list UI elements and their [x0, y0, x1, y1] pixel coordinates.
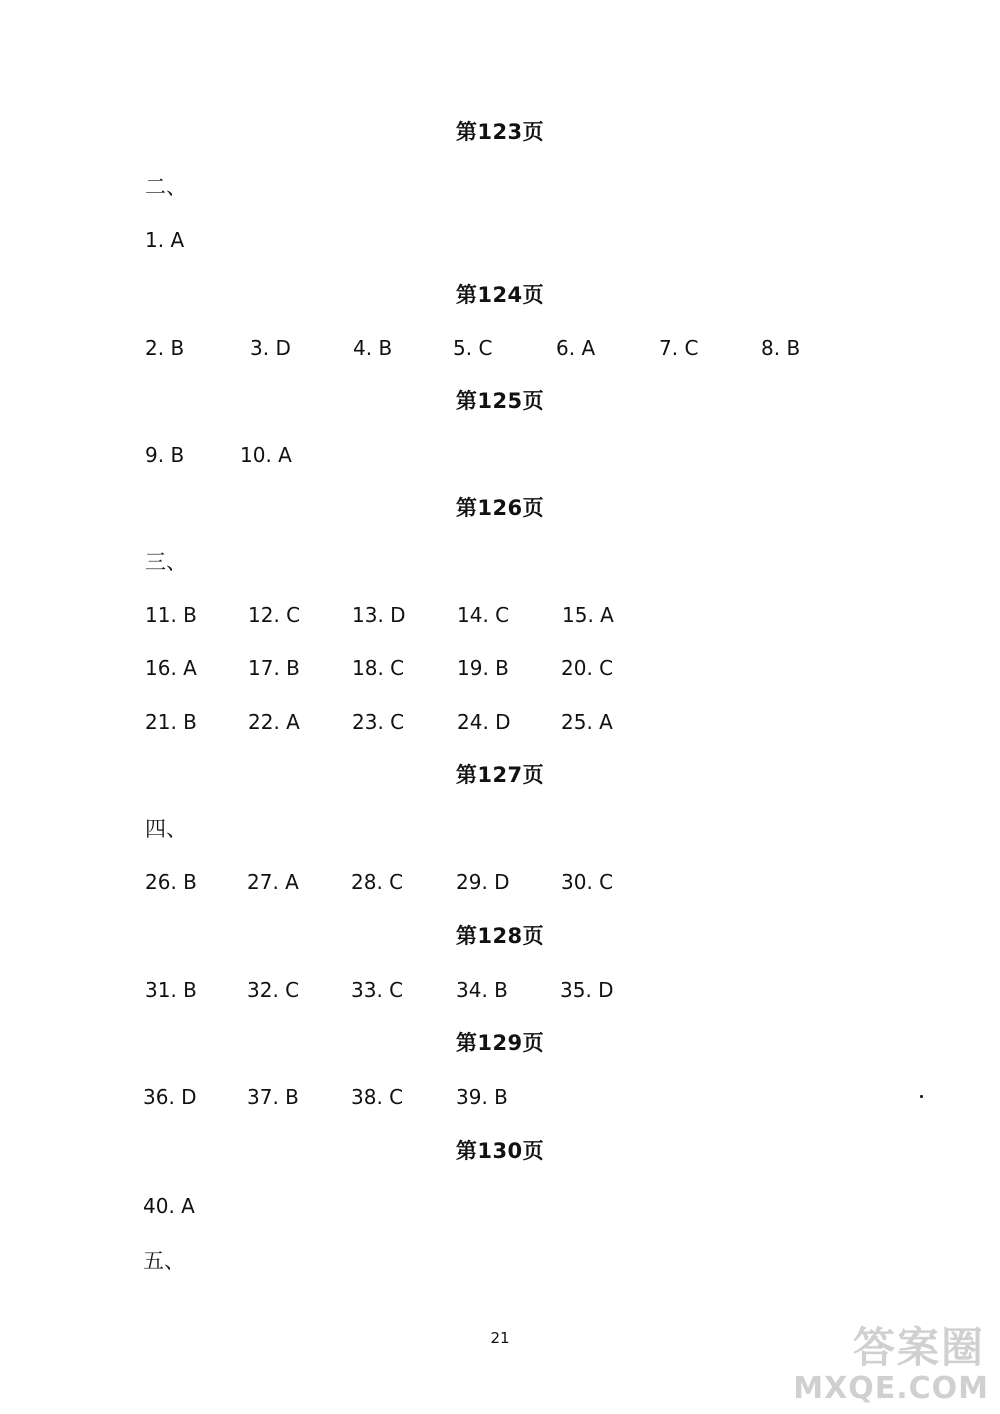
answer-18: 18. C — [352, 656, 405, 680]
answer-14: 14. C — [457, 603, 510, 627]
answer-22: 22. A — [248, 710, 300, 734]
answer-21: 21. B — [145, 710, 197, 734]
answer-31: 31. B — [145, 978, 197, 1002]
page-heading-127: 第127页 — [455, 763, 545, 787]
answer-12: 12. C — [248, 603, 301, 627]
answer-39: 39. B — [456, 1085, 508, 1109]
answer-38: 38. C — [351, 1085, 404, 1109]
answer-36: 36. D — [143, 1085, 197, 1109]
page-heading-128: 第128页 — [455, 924, 545, 948]
part-label-2: 二、 — [145, 175, 187, 199]
answer-29: 29. D — [456, 870, 510, 894]
part-label-5: 五、 — [143, 1249, 185, 1273]
watermark-logo — [793, 1315, 995, 1410]
watermark-url: MXQE.COM — [793, 1371, 989, 1406]
answer-23: 23. C — [352, 710, 405, 734]
page-heading-126: 第126页 — [455, 496, 545, 520]
answer-1: 1. A — [145, 228, 185, 252]
page-heading-123: 第123页 — [455, 120, 545, 144]
answer-8: 8. B — [761, 336, 801, 360]
answer-28: 28. C — [351, 870, 404, 894]
answer-26: 26. B — [145, 870, 197, 894]
answer-7: 7. C — [659, 336, 699, 360]
answer-30: 30. C — [561, 870, 614, 894]
answer-37: 37. B — [247, 1085, 299, 1109]
stray-mark — [920, 1095, 923, 1098]
answer-15: 15. A — [562, 603, 614, 627]
answer-34: 34. B — [456, 978, 508, 1002]
answer-11: 11. B — [145, 603, 197, 627]
page-heading-130: 第130页 — [455, 1139, 545, 1163]
answer-24: 24. D — [457, 710, 511, 734]
answer-25: 25. A — [561, 710, 613, 734]
page-heading-129: 第129页 — [455, 1031, 545, 1055]
answer-19: 19. B — [457, 656, 509, 680]
answer-20: 20. C — [561, 656, 614, 680]
answer-6: 6. A — [556, 336, 596, 360]
answer-33: 33. C — [351, 978, 404, 1002]
watermark-title: 答案圈 — [852, 1323, 985, 1372]
answer-35: 35. D — [560, 978, 614, 1002]
page-number: 21 — [490, 1329, 510, 1347]
answer-10: 10. A — [240, 443, 292, 467]
part-label-4: 四、 — [145, 817, 187, 841]
answer-13: 13. D — [352, 603, 406, 627]
answer-40: 40. A — [143, 1194, 195, 1218]
part-label-3: 三、 — [145, 550, 187, 574]
page-heading-124: 第124页 — [455, 283, 545, 307]
answer-2: 2. B — [145, 336, 185, 360]
answer-4: 4. B — [353, 336, 393, 360]
answer-5: 5. C — [453, 336, 493, 360]
answer-32: 32. C — [247, 978, 300, 1002]
page-heading-125: 第125页 — [455, 389, 545, 413]
answer-3: 3. D — [250, 336, 291, 360]
answer-16: 16. A — [145, 656, 197, 680]
answer-27: 27. A — [247, 870, 299, 894]
answer-9: 9. B — [145, 443, 185, 467]
answer-17: 17. B — [248, 656, 300, 680]
